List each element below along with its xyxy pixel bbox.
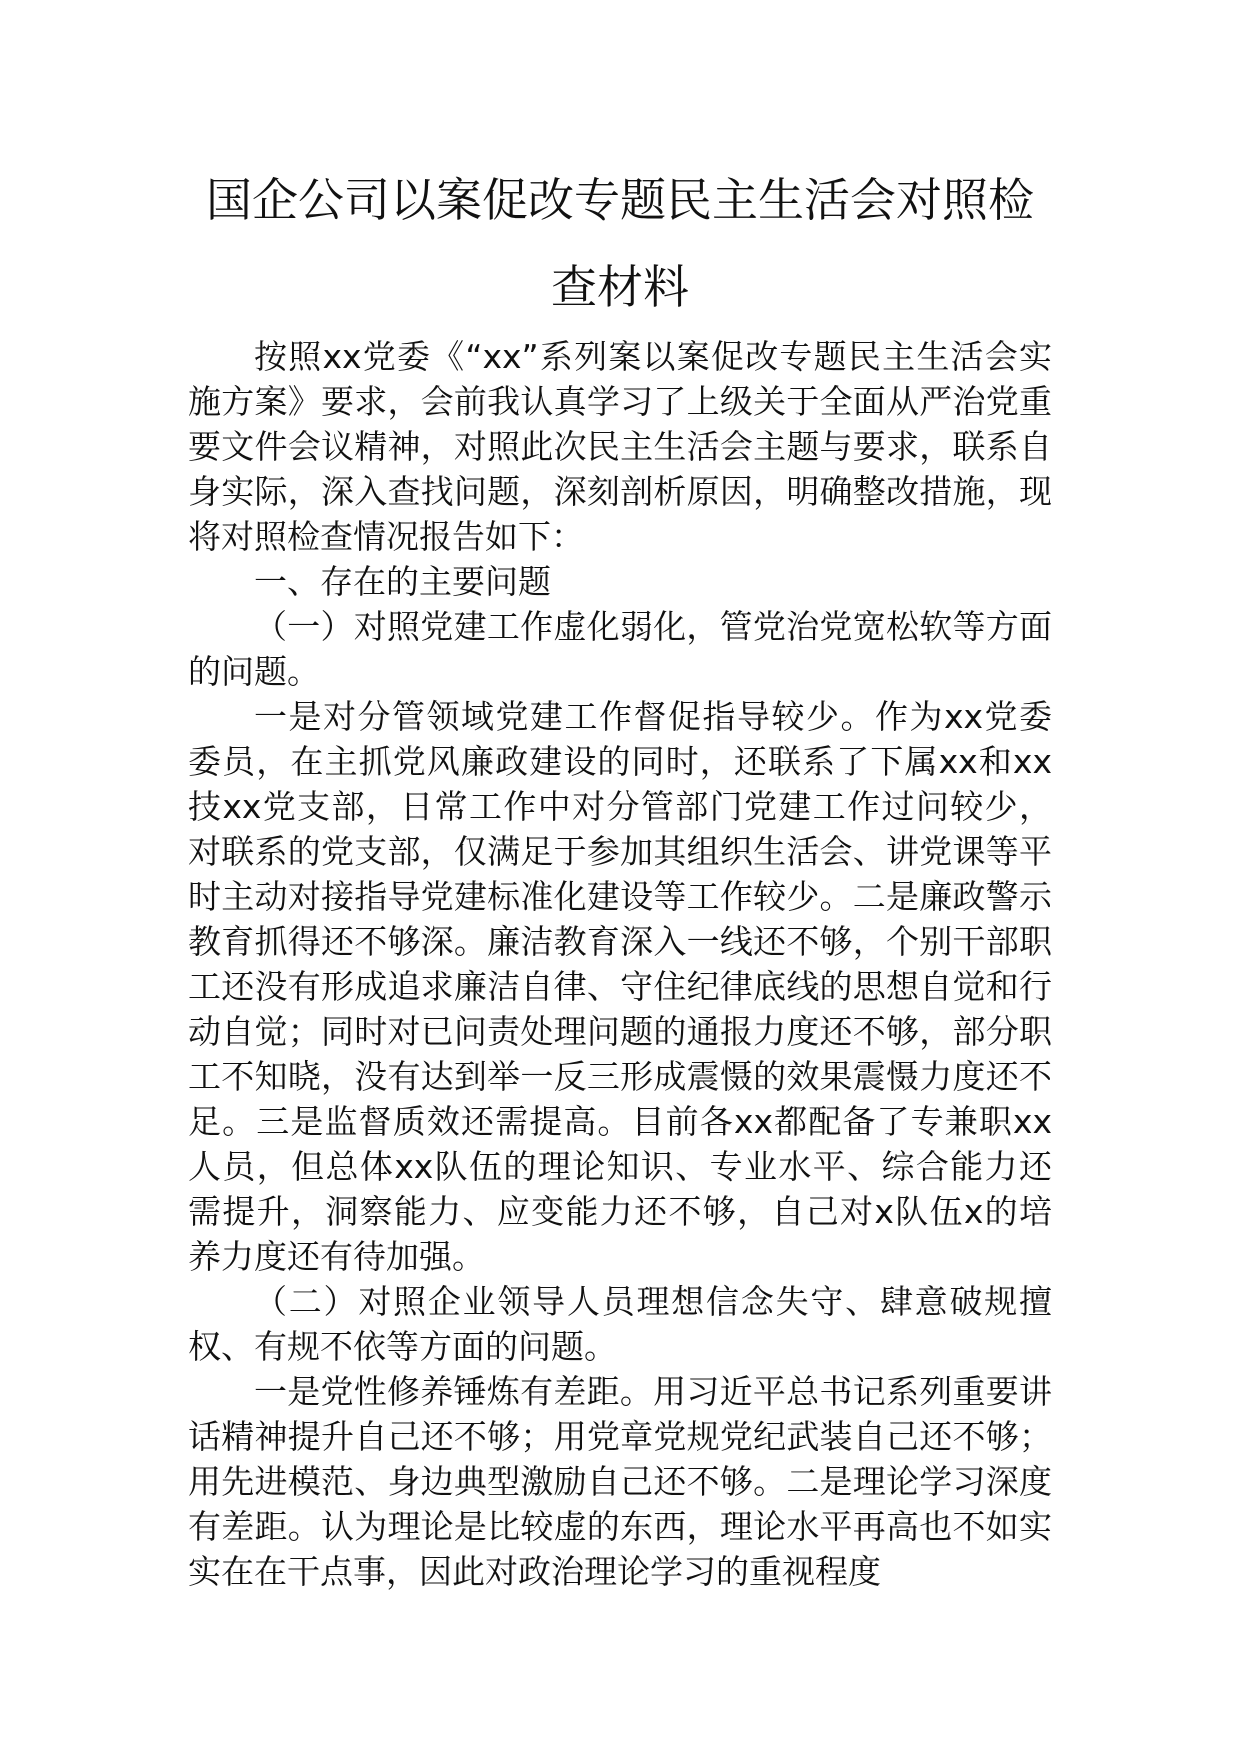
subsection-heading-1: （一）对照党建工作虚化弱化，管党治党宽松软等方面的问题。 [188,607,1052,691]
paragraph-subsection-2: 一是党性修养锤炼有差距。用习近平总书记系列重要讲话精神提升自己还不够；用党章党规党纪武装自己还不够；用先进模范、身边典型激励自己还不够。二是理论学习深度有差距。认为理论是比较虚的东西，理论水平再高也不如实实在在干点事，因此对政治理论学习的重视程度 [188,1372,1052,1591]
section-heading-problems: 一、存在的主要问题 [254,562,551,601]
subsection-heading-2: （二）对照企业领导人员理想信念失守、肆意破规擅权、有规不依等方面的问题。 [188,1282,1052,1366]
document-title-line-2: 查材料 [551,260,689,314]
document-body [188,334,1052,1594]
paragraph-intro: 按照xx党委《“xx”系列案以案促改专题民主生活会实施方案》要求，会前我认真学习了上级关于全面从严治党重要文件会议精神，对照此次民主生活会主题与要求，联系自身实际，深入查找问题，深刻剖析原因，明确整改措施，现将对照检查情况报告如下： [188,337,1052,556]
document-title-line-1: 国企公司以案促改专题民主生活会对照检 [206,173,1034,227]
paragraph-subsection-1: 一是对分管领域党建工作督促指导较少。作为xx党委委员，在主抓党风廉政建设的同时，还联系了下属xx和xx技xx党支部，日常工作中对分管部门党建工作过问较少，对联系的党支部，仅满足于参加其组织生活会、讲党课等平时主动对接指导党建标准化建设等工作较少。二是廉政警示教育抓得还不够深。廉洁教育深入一线还不够，个别干部职工还没有形成追求廉洁自律、守住纪律底线的思想自觉和行动自觉；同时对已问责处理问题的通报力度还不够，部分职工不知晓，没有达到举一反三形成震慑的效果震慑力度还不足。三是监督质效还需提高。目前各xx都配备了专兼职xx人员，但总体xx队伍的理论知识、专业水平、综合能力还需提升，洞察能力、应变能力还不够，自己对x队伍x的培养力度还有待加强。 [188,697,1052,1276]
